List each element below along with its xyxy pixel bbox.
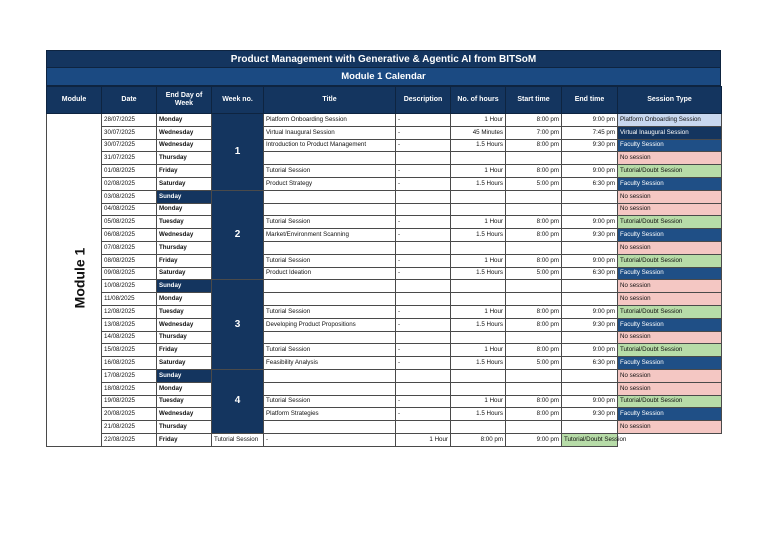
day-cell[interactable]: Saturday	[157, 267, 212, 280]
week-number-cell[interactable]: 1	[212, 114, 264, 191]
sheet-title: Product Management with Generative & Agentic AI from BITSoM	[46, 50, 721, 68]
day-cell[interactable]: Thursday	[157, 421, 212, 434]
day-cell[interactable]: Monday	[157, 203, 212, 216]
description-cell[interactable]	[396, 280, 451, 293]
table-row	[47, 216, 722, 229]
end-time-cell[interactable]: 9:00 pm	[562, 395, 618, 408]
title-cell[interactable]: Tutorial Session	[212, 433, 264, 446]
session-type-cell[interactable]: Faculty Session	[618, 408, 722, 421]
table-row	[47, 421, 722, 434]
description-cell[interactable]	[396, 421, 451, 434]
description-cell[interactable]: -	[396, 305, 451, 318]
date-cell[interactable]: 28/07/2025	[102, 114, 157, 127]
hours-cell[interactable]: 1 Hour	[451, 114, 506, 127]
date-cell[interactable]: 12/08/2025	[102, 305, 157, 318]
session-type-cell[interactable]: Faculty Session	[618, 139, 722, 152]
date-cell[interactable]: 14/08/2025	[102, 331, 157, 344]
day-cell[interactable]: Tuesday	[157, 395, 212, 408]
session-type-cell[interactable]: No session	[618, 280, 722, 293]
title-cell[interactable]	[264, 280, 396, 293]
start-time-cell[interactable]: 8:00 pm	[506, 344, 562, 357]
day-cell[interactable]: Tuesday	[157, 305, 212, 318]
date-cell[interactable]: 16/08/2025	[102, 357, 157, 370]
start-time-cell[interactable]	[506, 382, 562, 395]
day-cell[interactable]: Friday	[157, 165, 212, 178]
title-cell[interactable]	[264, 241, 396, 254]
description-cell[interactable]: -	[396, 267, 451, 280]
hours-cell[interactable]	[451, 293, 506, 306]
hours-cell[interactable]: 1 Hour	[451, 165, 506, 178]
table-row	[47, 433, 722, 446]
date-cell[interactable]: 15/08/2025	[102, 344, 157, 357]
session-type-cell[interactable]: No session	[618, 152, 722, 165]
start-time-cell[interactable]: 8:00 pm	[451, 433, 506, 446]
start-time-cell[interactable]	[506, 421, 562, 434]
table-row	[47, 229, 722, 242]
session-type-cell[interactable]: Virtual Inaugural Session	[618, 126, 722, 139]
start-time-cell[interactable]	[506, 152, 562, 165]
calendar-body	[47, 114, 722, 447]
date-cell[interactable]: 20/08/2025	[102, 408, 157, 421]
session-type-cell[interactable]: No session	[618, 293, 722, 306]
day-cell[interactable]: Monday	[157, 382, 212, 395]
end-time-cell[interactable]	[562, 152, 618, 165]
date-cell[interactable]: 31/07/2025	[102, 152, 157, 165]
col-header-end-time[interactable]: End time	[562, 87, 618, 114]
end-time-cell[interactable]	[562, 190, 618, 203]
sheet-subtitle: Module 1 Calendar	[46, 68, 721, 86]
module-label: Module 1	[71, 247, 88, 309]
hours-cell[interactable]: 1 Hour	[451, 254, 506, 267]
col-header-module[interactable]: Module	[47, 87, 102, 114]
header-row	[47, 87, 722, 114]
start-time-cell[interactable]	[506, 369, 562, 382]
title-cell[interactable]	[264, 190, 396, 203]
start-time-cell[interactable]: 7:00 pm	[506, 126, 562, 139]
day-cell[interactable]: Wednesday	[157, 139, 212, 152]
description-cell[interactable]: -	[396, 216, 451, 229]
calendar-table	[46, 86, 722, 447]
start-time-cell[interactable]: 8:00 pm	[506, 229, 562, 242]
end-time-cell[interactable]: 9:30 pm	[562, 229, 618, 242]
session-type-cell[interactable]: Tutorial/Doubt Session	[618, 216, 722, 229]
title-cell[interactable]: Virtual Inaugural Session	[264, 126, 396, 139]
description-cell[interactable]	[396, 152, 451, 165]
table-row	[47, 254, 722, 267]
table-row	[47, 280, 722, 293]
day-cell[interactable]: Saturday	[157, 357, 212, 370]
hours-cell[interactable]	[451, 203, 506, 216]
start-time-cell[interactable]	[506, 293, 562, 306]
day-cell[interactable]: Friday	[157, 344, 212, 357]
description-cell[interactable]: -	[396, 165, 451, 178]
title-cell[interactable]: Introduction to Product Management	[264, 139, 396, 152]
col-header-date[interactable]: Date	[102, 87, 157, 114]
title-cell[interactable]: Product Ideation	[264, 267, 396, 280]
end-time-cell[interactable]: 9:30 pm	[562, 139, 618, 152]
date-cell[interactable]: 02/08/2025	[102, 177, 157, 190]
day-cell[interactable]: Tuesday	[157, 216, 212, 229]
date-cell[interactable]: 08/08/2025	[102, 254, 157, 267]
end-time-cell[interactable]: 6:30 pm	[562, 357, 618, 370]
start-time-cell[interactable]: 8:00 pm	[506, 216, 562, 229]
start-time-cell[interactable]	[506, 241, 562, 254]
end-time-cell[interactable]	[562, 280, 618, 293]
end-time-cell[interactable]	[562, 421, 618, 434]
day-cell[interactable]: Friday	[157, 254, 212, 267]
description-cell[interactable]	[396, 382, 451, 395]
description-cell[interactable]: -	[396, 344, 451, 357]
description-cell[interactable]: -	[264, 433, 396, 446]
session-type-cell[interactable]: Tutorial/Doubt Session	[618, 305, 722, 318]
col-header-title[interactable]: Title	[264, 87, 396, 114]
date-cell[interactable]: 11/08/2025	[102, 293, 157, 306]
session-type-cell[interactable]: Tutorial/Doubt Session	[618, 165, 722, 178]
start-time-cell[interactable]	[506, 190, 562, 203]
hours-cell[interactable]: 1 Hour	[451, 216, 506, 229]
start-time-cell[interactable]	[506, 203, 562, 216]
title-cell[interactable]	[264, 331, 396, 344]
title-cell[interactable]	[264, 293, 396, 306]
hours-cell[interactable]: 1.5 Hours	[451, 357, 506, 370]
table-row	[47, 293, 722, 306]
date-cell[interactable]: 04/08/2025	[102, 203, 157, 216]
table-row	[47, 190, 722, 203]
description-cell[interactable]: -	[396, 318, 451, 331]
session-type-cell[interactable]: No session	[618, 421, 722, 434]
day-cell[interactable]: Wednesday	[157, 229, 212, 242]
start-time-cell[interactable]: 8:00 pm	[506, 114, 562, 127]
session-type-cell[interactable]: Faculty Session	[618, 177, 722, 190]
hours-cell[interactable]	[451, 382, 506, 395]
day-cell[interactable]: Saturday	[157, 177, 212, 190]
session-type-cell[interactable]: Platform Onboarding Session	[618, 114, 722, 127]
title-cell[interactable]	[264, 203, 396, 216]
description-cell[interactable]: -	[396, 114, 451, 127]
date-cell[interactable]: 17/08/2025	[102, 369, 157, 382]
day-cell[interactable]: Monday	[157, 293, 212, 306]
title-cell[interactable]: Market/Environment Scanning	[264, 229, 396, 242]
table-row	[47, 331, 722, 344]
table-row	[47, 395, 722, 408]
hours-cell[interactable]	[451, 190, 506, 203]
day-cell[interactable]: Thursday	[157, 152, 212, 165]
end-time-cell[interactable]: 9:30 pm	[562, 318, 618, 331]
hours-cell[interactable]	[451, 152, 506, 165]
title-cell[interactable]: Tutorial Session	[264, 165, 396, 178]
title-cell[interactable]: Platform Strategies	[264, 408, 396, 421]
session-type-cell[interactable]: No session	[618, 190, 722, 203]
description-cell[interactable]	[396, 203, 451, 216]
table-row	[47, 152, 722, 165]
description-cell[interactable]: -	[396, 177, 451, 190]
col-header-start-time[interactable]: Start time	[506, 87, 562, 114]
date-cell[interactable]: 05/08/2025	[102, 216, 157, 229]
title-cell[interactable]: Tutorial Session	[264, 395, 396, 408]
table-row	[47, 126, 722, 139]
start-time-cell[interactable]: 5:00 pm	[506, 177, 562, 190]
week-number-cell[interactable]: 2	[212, 190, 264, 280]
end-time-cell[interactable]: 9:00 pm	[562, 344, 618, 357]
end-time-cell[interactable]	[562, 369, 618, 382]
col-header-week[interactable]: Week no.	[212, 87, 264, 114]
table-row	[47, 344, 722, 357]
title-cell[interactable]: Tutorial Session	[264, 344, 396, 357]
date-cell[interactable]: 06/08/2025	[102, 229, 157, 242]
start-time-cell[interactable]: 8:00 pm	[506, 165, 562, 178]
end-time-cell[interactable]	[562, 331, 618, 344]
date-cell[interactable]: 30/07/2025	[102, 126, 157, 139]
end-time-cell[interactable]: 9:30 pm	[562, 408, 618, 421]
description-cell[interactable]: -	[396, 395, 451, 408]
date-cell[interactable]: 10/08/2025	[102, 280, 157, 293]
title-cell[interactable]	[264, 369, 396, 382]
date-cell[interactable]: 19/08/2025	[102, 395, 157, 408]
end-time-cell[interactable]	[562, 203, 618, 216]
end-time-cell[interactable]	[562, 241, 618, 254]
day-cell[interactable]: Wednesday	[157, 408, 212, 421]
description-cell[interactable]: -	[396, 229, 451, 242]
session-type-cell[interactable]: Tutorial/Doubt Session	[618, 254, 722, 267]
title-cell[interactable]	[264, 421, 396, 434]
table-row	[47, 318, 722, 331]
session-type-cell[interactable]: No session	[618, 382, 722, 395]
description-cell[interactable]	[396, 331, 451, 344]
session-type-cell[interactable]: Tutorial/Doubt Session	[618, 344, 722, 357]
day-cell[interactable]: Sunday	[157, 369, 212, 382]
session-type-cell[interactable]: Faculty Session	[618, 267, 722, 280]
title-cell[interactable]: Tutorial Session	[264, 254, 396, 267]
title-cell[interactable]: Developing Product Propositions	[264, 318, 396, 331]
end-time-cell[interactable]: 6:30 pm	[562, 267, 618, 280]
week-number-cell[interactable]: 4	[212, 369, 264, 433]
hours-cell[interactable]	[451, 421, 506, 434]
table-row	[47, 203, 722, 216]
table-row	[47, 139, 722, 152]
start-time-cell[interactable]: 8:00 pm	[506, 408, 562, 421]
description-cell[interactable]: -	[396, 408, 451, 421]
end-time-cell[interactable]: 9:00 pm	[506, 433, 562, 446]
session-type-cell[interactable]: No session	[618, 241, 722, 254]
description-cell[interactable]: -	[396, 139, 451, 152]
date-cell[interactable]: 01/08/2025	[102, 165, 157, 178]
session-type-cell[interactable]: Tutorial/Doubt Session	[618, 395, 722, 408]
table-row	[47, 267, 722, 280]
description-cell[interactable]: -	[396, 126, 451, 139]
hours-cell[interactable]: 1 Hour	[451, 395, 506, 408]
day-cell[interactable]: Sunday	[157, 190, 212, 203]
day-cell[interactable]: Sunday	[157, 280, 212, 293]
day-cell[interactable]: Thursday	[157, 331, 212, 344]
day-cell[interactable]: Wednesday	[157, 318, 212, 331]
title-cell[interactable]	[264, 152, 396, 165]
title-cell[interactable]: Feasibility Analysis	[264, 357, 396, 370]
hours-cell[interactable]	[451, 369, 506, 382]
hours-cell[interactable]: 1.5 Hours	[451, 229, 506, 242]
end-time-cell[interactable]: 9:00 pm	[562, 165, 618, 178]
start-time-cell[interactable]: 8:00 pm	[506, 305, 562, 318]
session-type-cell[interactable]: Tutorial/Doubt Session	[562, 433, 618, 446]
title-cell[interactable]: Tutorial Session	[264, 216, 396, 229]
hours-cell[interactable]	[451, 280, 506, 293]
col-header-end-day[interactable]: End Day of Week	[157, 87, 212, 114]
start-time-cell[interactable]	[506, 331, 562, 344]
date-cell[interactable]: 13/08/2025	[102, 318, 157, 331]
day-cell[interactable]: Wednesday	[157, 126, 212, 139]
col-header-hours[interactable]: No. of hours	[451, 87, 506, 114]
hours-cell[interactable]: 1.5 Hours	[451, 318, 506, 331]
start-time-cell[interactable]: 5:00 pm	[506, 267, 562, 280]
hours-cell[interactable]: 1 Hour	[396, 433, 451, 446]
hours-cell[interactable]: 1.5 Hours	[451, 267, 506, 280]
table-row	[47, 305, 722, 318]
session-type-cell[interactable]: No session	[618, 203, 722, 216]
title-cell[interactable]: Platform Onboarding Session	[264, 114, 396, 127]
date-cell[interactable]: 18/08/2025	[102, 382, 157, 395]
description-cell[interactable]: -	[396, 254, 451, 267]
hours-cell[interactable]	[451, 331, 506, 344]
hours-cell[interactable]: 1.5 Hours	[451, 408, 506, 421]
hours-cell[interactable]: 1 Hour	[451, 344, 506, 357]
table-row	[47, 408, 722, 421]
col-header-session-type[interactable]: Session Type	[618, 87, 722, 114]
title-cell[interactable]: Product Strategy	[264, 177, 396, 190]
week-number-cell[interactable]: 3	[212, 280, 264, 370]
date-cell[interactable]: 07/08/2025	[102, 241, 157, 254]
title-cell[interactable]	[264, 382, 396, 395]
hours-cell[interactable]	[451, 241, 506, 254]
start-time-cell[interactable]	[506, 280, 562, 293]
start-time-cell[interactable]: 8:00 pm	[506, 254, 562, 267]
table-row	[47, 382, 722, 395]
date-cell[interactable]: 03/08/2025	[102, 190, 157, 203]
session-type-cell[interactable]: Faculty Session	[618, 229, 722, 242]
description-cell[interactable]	[396, 241, 451, 254]
day-cell[interactable]: Monday	[157, 114, 212, 127]
description-cell[interactable]	[396, 190, 451, 203]
title-cell[interactable]: Tutorial Session	[264, 305, 396, 318]
session-type-cell[interactable]: Faculty Session	[618, 318, 722, 331]
description-cell[interactable]	[396, 293, 451, 306]
date-cell[interactable]: 09/08/2025	[102, 267, 157, 280]
session-type-cell[interactable]: Faculty Session	[618, 357, 722, 370]
hours-cell[interactable]: 1.5 Hours	[451, 139, 506, 152]
table-row	[47, 369, 722, 382]
end-time-cell[interactable]	[562, 293, 618, 306]
module-cell	[47, 114, 102, 447]
end-time-cell[interactable]: 9:00 pm	[562, 305, 618, 318]
table-row	[47, 241, 722, 254]
session-type-cell[interactable]: No session	[618, 369, 722, 382]
date-cell[interactable]: 22/08/2025	[102, 433, 157, 446]
start-time-cell[interactable]: 8:00 pm	[506, 139, 562, 152]
end-time-cell[interactable]: 9:00 pm	[562, 114, 618, 127]
end-time-cell[interactable]: 7:45 pm	[562, 126, 618, 139]
end-time-cell[interactable]: 9:00 pm	[562, 254, 618, 267]
table-row	[47, 177, 722, 190]
end-time-cell[interactable]	[562, 382, 618, 395]
day-cell[interactable]: Thursday	[157, 241, 212, 254]
table-row	[47, 357, 722, 370]
date-cell[interactable]: 21/08/2025	[102, 421, 157, 434]
calendar-sheet	[46, 50, 721, 447]
hours-cell[interactable]: 1.5 Hours	[451, 177, 506, 190]
table-row	[47, 165, 722, 178]
hours-cell[interactable]: 1 Hour	[451, 305, 506, 318]
start-time-cell[interactable]: 5:00 pm	[506, 357, 562, 370]
description-cell[interactable]: -	[396, 357, 451, 370]
date-cell[interactable]: 30/07/2025	[102, 139, 157, 152]
session-type-cell[interactable]: No session	[618, 331, 722, 344]
end-time-cell[interactable]: 9:00 pm	[562, 216, 618, 229]
start-time-cell[interactable]: 8:00 pm	[506, 395, 562, 408]
end-time-cell[interactable]: 6:30 pm	[562, 177, 618, 190]
hours-cell[interactable]: 45 Minutes	[451, 126, 506, 139]
table-row	[47, 114, 722, 127]
start-time-cell[interactable]: 8:00 pm	[506, 318, 562, 331]
day-cell[interactable]: Friday	[157, 433, 212, 446]
description-cell[interactable]	[396, 369, 451, 382]
col-header-description[interactable]: Description	[396, 87, 451, 114]
